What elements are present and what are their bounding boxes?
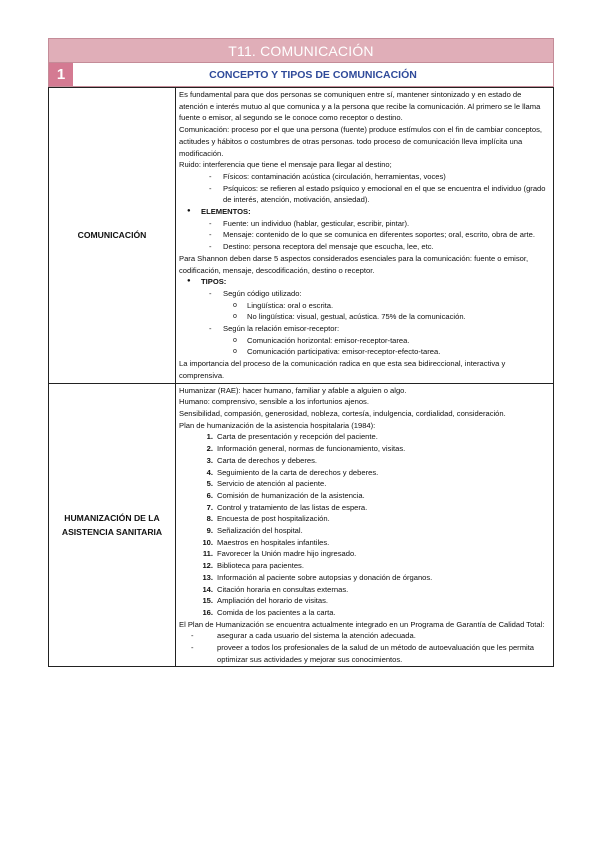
plan-item-text: Seguimiento de la carta de derechos y deberes. (217, 467, 379, 477)
plan-item-number: 13. (202, 572, 213, 582)
shannon-text: Para Shannon deben darse 5 aspectos considerados esenciales para la comunicación: fuente o emisor, codificación, mensaje, descodificación, destino o receptor. (179, 253, 529, 275)
plan-item (179, 560, 550, 572)
plan-item-text: Favorecer la Unión madre hijo ingresado. (217, 549, 357, 559)
list-item: o No lingüística: visual, gestual, acústica. 75% de la comunicación. (179, 311, 550, 323)
plan-item-text: Encuesta de post hospitalización. (217, 514, 330, 524)
plan-item-number: 1. (206, 432, 213, 442)
plan-item-text: Comida de los pacientes a la carta. (217, 607, 336, 617)
plan-item-text: Ampliación del horario de visitas. (217, 596, 329, 606)
elementos-list (179, 206, 550, 253)
plan-item (179, 595, 550, 607)
plan-item-text: Carta de derechos y deberes. (217, 455, 318, 465)
plan-item-number: 8. (206, 514, 213, 524)
plan-item-text: Citación horaria en consultas externas. (217, 584, 349, 594)
list-item: - Psíquicos: se refieren al estado psíquico y emocional en el que se encuentra el individuo (grado de interés, atención, motivación, ansiedad). (179, 183, 550, 206)
plan-item (179, 607, 550, 619)
plan-item (179, 431, 550, 443)
list-item: - proveer a todos los profesionales de la salud de un método de autoevaluación que les permita optimizar sus actividades y mejorar sus conocimientos. (179, 642, 550, 665)
plan-item-text: Comisión de humanización de la asistencia. (217, 490, 365, 500)
plan-item (179, 525, 550, 537)
elementos-heading: ● ELEMENTOS: (179, 206, 550, 218)
list-item: o Lingüística: oral o escrita. (179, 300, 550, 312)
list-item: - Mensaje: contenido de lo que se comunica en diferentes soportes; oral, escrito, obra de arte. (179, 229, 550, 241)
plan-item-text: Maestros en hospitales infantiles. (217, 537, 330, 547)
plan-item-text: Señalización del hospital. (217, 526, 303, 536)
list-item: - Destino: persona receptora del mensaje que escucha, lee, etc. (179, 241, 550, 253)
list-item: - asegurar a cada usuario del sistema la atención adecuada. (179, 630, 550, 642)
tipos-heading: ● TIPOS: (179, 276, 550, 288)
plan-item (179, 584, 550, 596)
tipos-list (179, 276, 550, 358)
plan-item-number: 3. (206, 455, 213, 465)
plan-item-number: 12. (202, 561, 213, 571)
tipo-heading: - Según código utilizado: (179, 288, 550, 300)
plan-item-number: 15. (202, 596, 213, 606)
intro-text: Es fundamental para que dos personas se comuniquen entre sí, mantener sintonizado y en estado de atención e interés mutuo al que comunica y a la persona que recibe la comunicación. Al primero se le llama fuente o emisor, al segundo se le conoce como receptor o destino. (179, 90, 541, 123)
tipo-heading: - Según la relación emisor-receptor: (179, 323, 550, 335)
plan-item-number: 2. (206, 444, 213, 454)
plan-item-number: 6. (206, 490, 213, 500)
plan-item-number: 5. (206, 479, 213, 489)
page (48, 38, 554, 667)
definition-text: Comunicación: proceso por el que una persona (fuente) produce estímulos con el fin de cambiar conceptos, actitudes y hábitos o costumbres de otras personas. todo proceso de comunicación lleva implícita una modificación. (179, 125, 543, 158)
list-item: o Comunicación horizontal: emisor-receptor-tarea. (179, 335, 550, 347)
plan-item-text: Servicio de atención al paciente. (217, 479, 327, 489)
humanizar-text: Humanizar (RAE): hacer humano, familiar y afable a alguien o algo. (179, 385, 407, 395)
sensibilidad-text: Sensibilidad, compasión, generosidad, nobleza, cortesía, indulgencia, cordialidad, consideración. (179, 408, 506, 418)
plan-item (179, 572, 550, 584)
plan-item-text: Control y tratamiento de las listas de espera. (217, 502, 368, 512)
plan-item (179, 537, 550, 549)
row-label-humanizacion (49, 383, 176, 667)
plan-item-text: Información al paciente sobre autopsias y donación de órganos. (217, 572, 433, 582)
label-line: HUMANIZACIÓN DE LA (64, 513, 160, 524)
plan-title: Plan de humanización de la asistencia hospitalaria (1984): (179, 420, 376, 430)
humano-text: Humano: comprensivo, sensible a los infortunios ajenos. (179, 397, 369, 407)
plan-item-text: Información general, normas de funcionamiento, visitas. (217, 444, 406, 454)
plan-item (179, 478, 550, 490)
plan-item-number: 4. (206, 467, 213, 477)
plan-item (179, 490, 550, 502)
plan-item-number: 7. (206, 502, 213, 512)
row-comunicacion (49, 88, 554, 384)
plan-item-number: 10. (202, 537, 213, 547)
plan-item (179, 548, 550, 560)
plan-item-text: Biblioteca para pacientes. (217, 561, 304, 571)
programa-list (179, 630, 550, 665)
plan-item-number: 14. (202, 584, 213, 594)
row-label-comunicacion: COMUNICACIÓN (49, 88, 176, 384)
plan-item-text: Carta de presentación y recepción del paciente. (217, 432, 378, 442)
plan-item (179, 443, 550, 455)
document-title: T11. COMUNICACIÓN (48, 38, 554, 63)
section-number: 1 (49, 63, 73, 86)
plan-item (179, 455, 550, 467)
row-body-humanizacion (176, 383, 554, 667)
content-table (48, 87, 554, 667)
ruido-list (179, 171, 550, 206)
ruido-text: Ruido: interferencia que tiene el mensaje para llegar al destino; (179, 160, 392, 170)
plan-item (179, 467, 550, 479)
programa-text: El Plan de Humanización se encuentra actualmente integrado en un Programa de Garantía de Calidad Total: (179, 619, 545, 629)
plan-item (179, 513, 550, 525)
conclusion-text: La importancia del proceso de la comunicación radica en que esta sea bidireccional, interactiva y comprensiva. (179, 359, 506, 380)
label-line: ASISTENCIA SANITARIA (61, 527, 163, 538)
plan-item-number: 11. (202, 549, 213, 559)
list-item: - Fuente: un individuo (hablar, gesticular, escribir, pintar). (179, 218, 550, 230)
list-item: o Comunicación participativa: emisor-receptor-efecto-tarea. (179, 346, 550, 358)
row-body-comunicacion (176, 88, 554, 384)
plan-list (179, 431, 550, 618)
list-item: - Físicos: contaminación acústica (circulación, herramientas, voces) (179, 171, 550, 183)
plan-item-number: 9. (206, 526, 213, 536)
plan-item-number: 16. (202, 607, 213, 617)
section-header (48, 63, 554, 87)
row-humanizacion (49, 383, 554, 667)
plan-item (179, 502, 550, 514)
section-title: CONCEPTO Y TIPOS DE COMUNICACIÓN (209, 68, 417, 81)
